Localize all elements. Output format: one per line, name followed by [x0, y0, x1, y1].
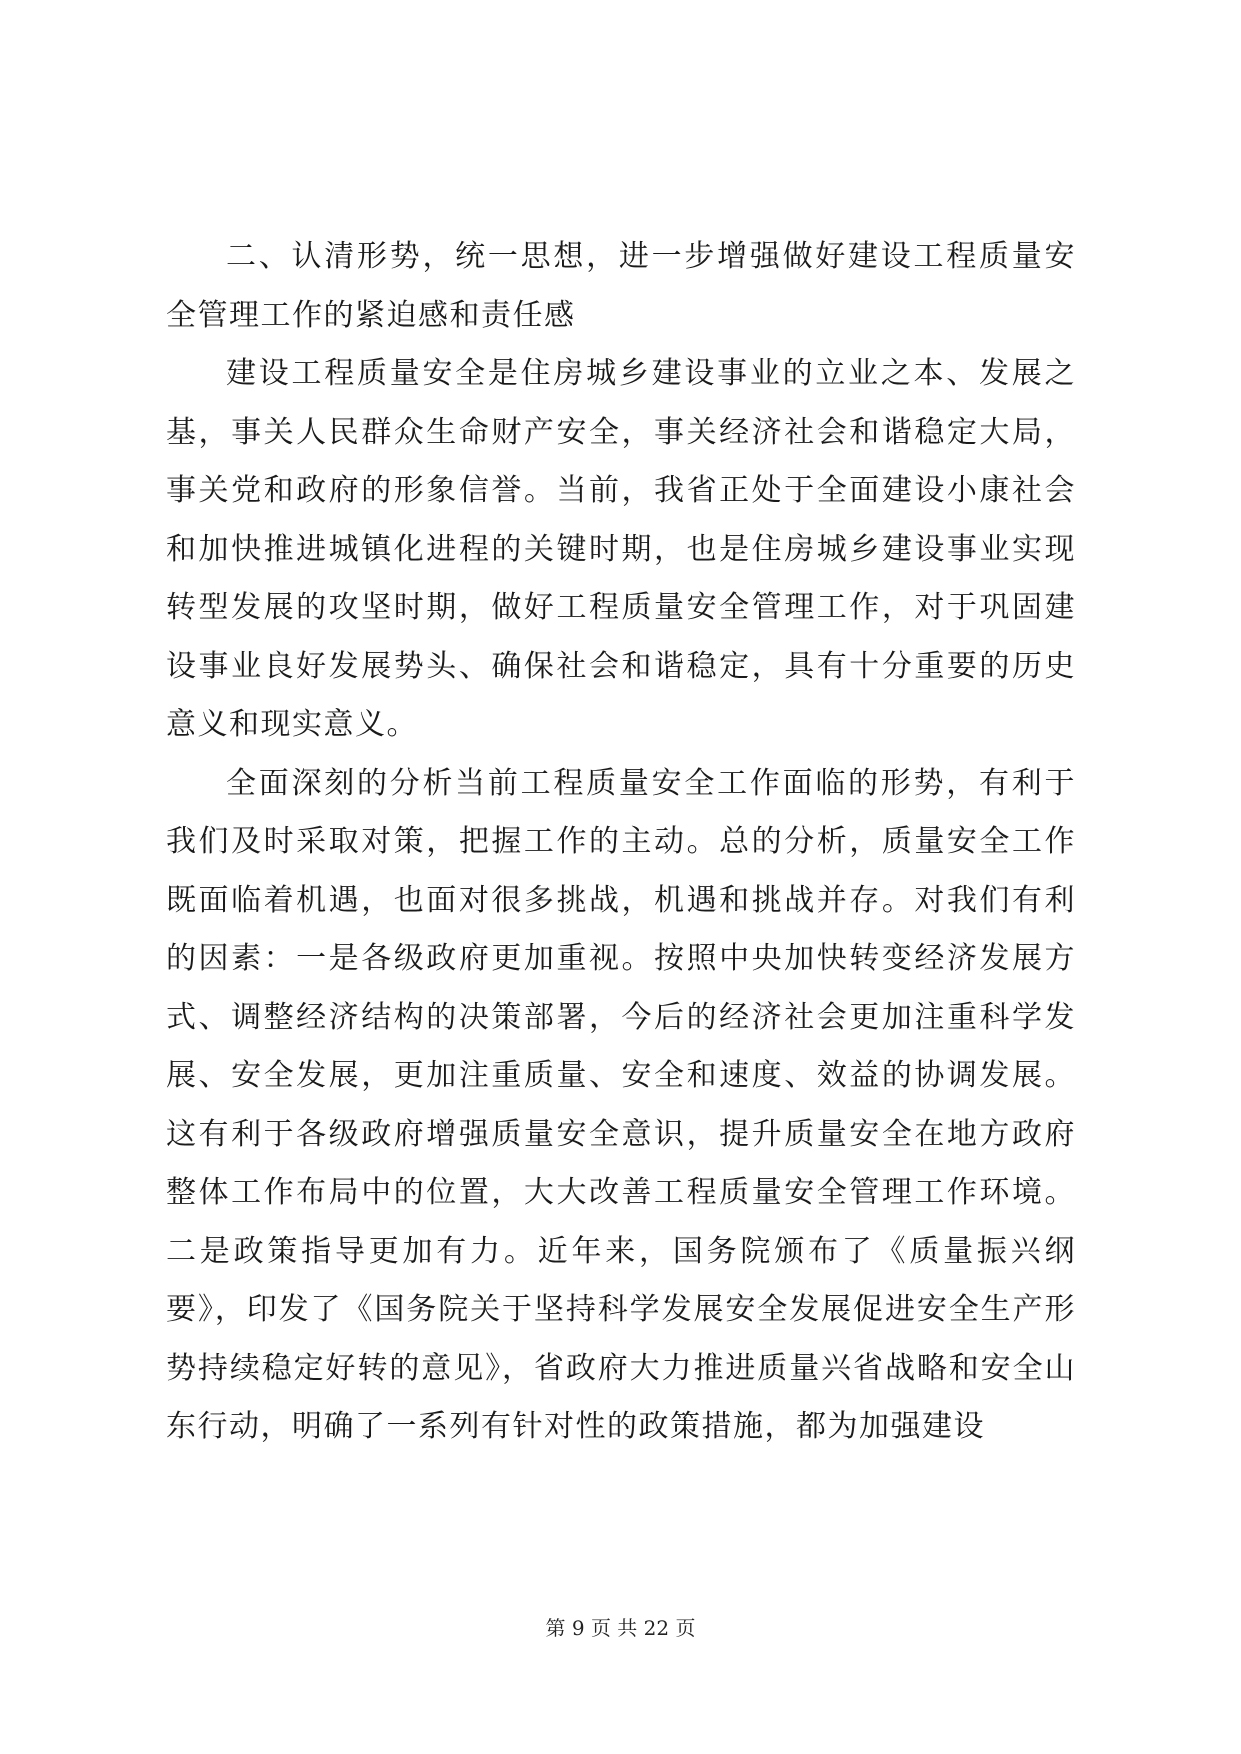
page-number-footer: 第 9 页 共 22 页 — [545, 1616, 696, 1640]
paragraph-1: 建设工程质量安全是住房城乡建设事业的立业之本、发展之基，事关人民群众生命财产安全，事关经济社会和谐稳定大局，事关党和政府的形象信誉。当前，我省正处于全面建设小康社会和加快推进城镇化进程的关键时期，也是住房城乡建设事业实现转型发展的攻坚时期，做好工程质量安全管理工作，对于巩固建设事业良好发展势头、确保社会和谐稳定，具有十分重要的历史意义和现实意义。 — [166, 356, 1076, 742]
document-body — [166, 228, 1076, 1457]
section-heading: 二、认清形势，统一思想，进一步增强做好建设工程质量安全管理工作的紧迫感和责任感 — [166, 239, 1076, 333]
paragraph-2: 全面深刻的分析当前工程质量安全工作面临的形势，有利于我们及时采取对策，把握工作的主动。总的分析，质量安全工作既面临着机遇，也面对很多挑战，机遇和挑战并存。对我们有利的因素：一是各级政府更加重视。按照中央加快转变经济发展方式、调整经济结构的决策部署，今后的经济社会更加注重科学发展、安全发展，更加注重质量、安全和速度、效益的协调发展。这有利于各级政府增强质量安全意识，提升质量安全在地方政府整体工作布局中的位置，大大改善工程质量安全管理工作环境。二是政策指导更加有力。近年来，国务院颁布了《质量振兴纲要》，印发了《国务院关于坚持科学发展安全发展促进安全生产形势持续稳定好转的意见》，省政府大力推进质量兴省战略和安全山东行动，明确了一系列有针对性的政策措施，都为加强建设 — [166, 765, 1076, 1444]
